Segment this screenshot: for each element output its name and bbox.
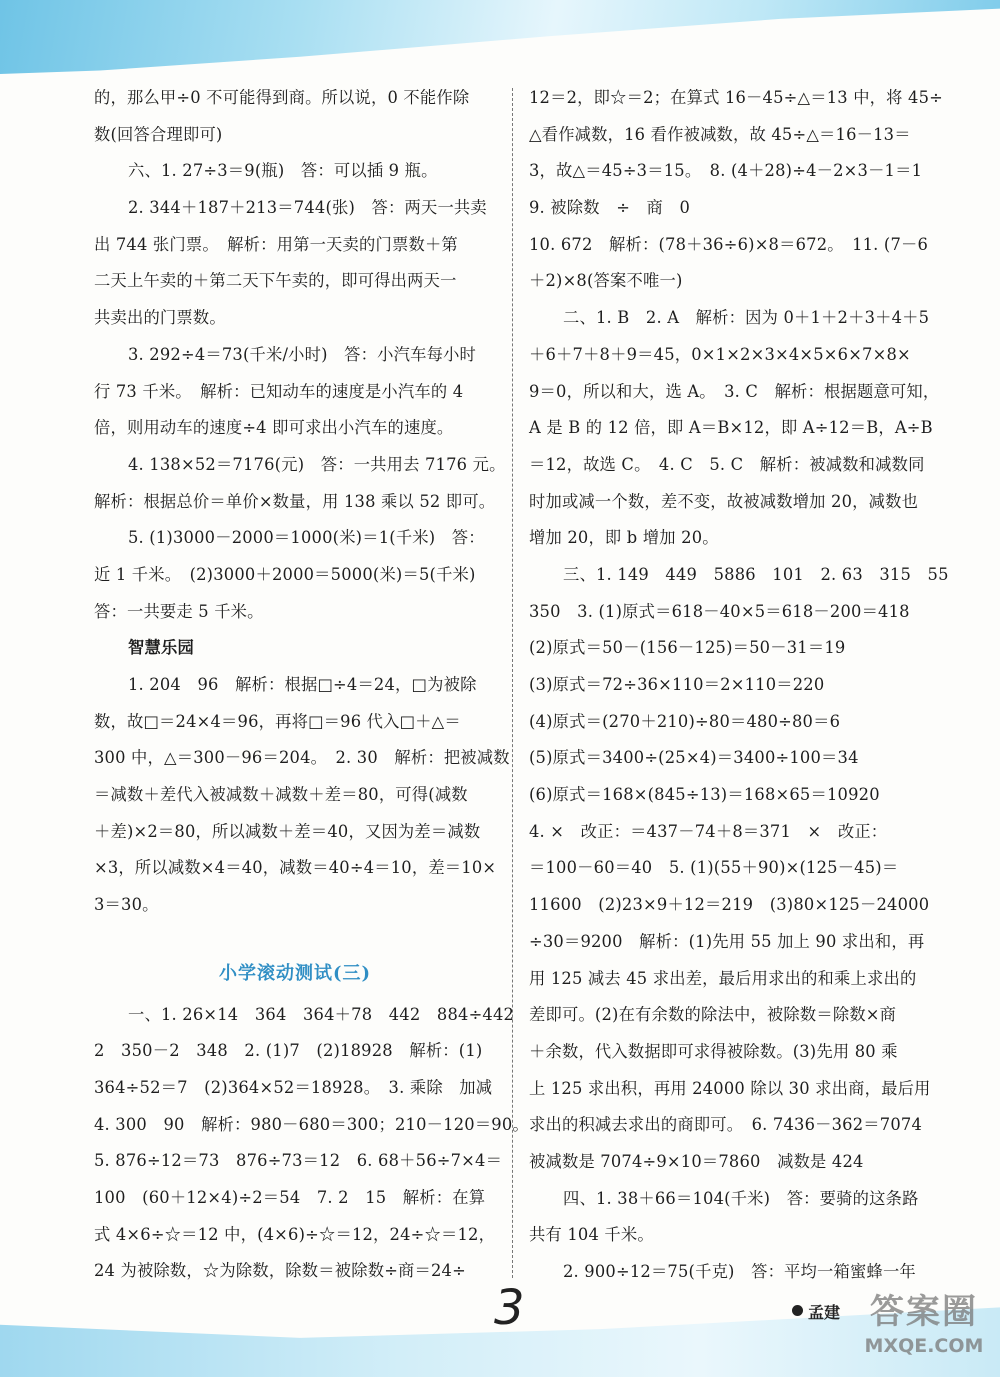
text-line: 10. 672 解析：(78＋36÷6)×8＝672。 11. (7－6	[529, 234, 929, 254]
left-column	[94, 80, 529, 1290]
watermark	[858, 1290, 990, 1370]
text-line: 3，故△＝45÷3＝15。 8. (4＋28)÷4－2×3－1＝1	[529, 161, 923, 181]
text-line: 3. 292÷4＝73(千米/小时) 答：小汽车每小时	[128, 344, 477, 364]
text-line: △看作减数，16 看作被减数，故 45÷△＝16－13＝	[529, 124, 911, 144]
text-line: 2 350－2 348 2. (1)7 (2)18928 解析：(1)	[94, 1041, 483, 1061]
text-line: 二、1. B 2. A 解析：因为 0＋1＋2＋3＋4＋5	[563, 308, 930, 328]
text-line: (3)原式＝72÷36×110＝2×110＝220	[529, 675, 825, 694]
text-line: 数，故□＝24×4＝96，再将□＝96 代入□＋△＝	[94, 711, 461, 731]
test-title: 小学滚动测试(三)	[218, 962, 372, 984]
text-line: 二天上午卖的＋第二天下午卖的，即可得出两天一	[94, 271, 457, 291]
text-line: 时加或减一个数，差不变，故被减数增加 20，减数也	[529, 491, 919, 511]
page-number: 3	[494, 1280, 525, 1336]
text-line: (5)原式＝3400÷(25×4)＝3400÷100＝34	[529, 748, 859, 768]
text-line: 求出的积减去求出的商即可。 6. 7436－362＝7074	[529, 1115, 923, 1135]
text-line: 式 4×6÷☆＝12 中，(4×6)÷☆＝12，24÷☆＝12，	[94, 1224, 496, 1244]
text-line: ×3，所以减数×4＝40，减数＝40÷4＝10，差＝10×	[94, 858, 497, 878]
text-line: ＋余数，代入数据即可求得被除数。(3)先用 80 乘	[529, 1041, 898, 1061]
text-line: (4)原式＝(270＋210)÷80＝480÷80＝6	[529, 711, 841, 731]
column-divider	[512, 88, 513, 1278]
text-line: 9＝0，所以和大，选 A。 3. C 解析：根据题意可知，	[529, 381, 940, 401]
text-line: (2)原式＝50－(156－125)＝50－31＝19	[529, 638, 846, 658]
text-line: ＝100－60＝40 5. (1)(55＋90)×(125－45)＝	[529, 858, 899, 878]
text-line: 9. 被除数 ÷ 商 0	[529, 198, 691, 218]
text-line: 24 为被除数，☆为除数，除数＝被除数÷商＝24÷	[94, 1261, 466, 1281]
text-line: 近 1 千米。 (2)3000＋2000＝5000(米)＝5(千米)	[94, 564, 476, 584]
text-line: 被减数是 7074÷9×10＝7860 减数是 424	[529, 1151, 864, 1171]
text-line: 差即可。(2)在有余数的除法中，被除数＝除数×商	[529, 1005, 897, 1025]
section-heading-zhihui: 智慧乐园	[128, 638, 194, 658]
text-line: 答：一共要走 5 千米。	[94, 601, 264, 621]
text-line: 4. 300 90 解析：980－680＝300；210－120＝90。	[94, 1114, 529, 1134]
text-line: 共卖出的门票数。	[94, 308, 226, 328]
text-line: 出 744 张门票。 解析：用第一天卖的门票数＋第	[94, 234, 458, 254]
text-line: ＝减数＋差代入被减数＋减数＋差＝80，可得(减数	[94, 785, 468, 805]
footer-brand: 孟建	[808, 1303, 841, 1322]
watermark-url: MXQE.COM	[864, 1335, 984, 1357]
text-line: 1. 204 96 解析：根据□÷4＝24，□为被除	[128, 675, 477, 694]
text-line: 3＝30。	[94, 895, 159, 915]
text-line: ＝12，故选 C。 4. C 5. C 解析：被减数和减数同	[529, 454, 925, 474]
text-line: 5. (1)3000－2000＝1000(米)＝1(千米) 答：	[128, 528, 485, 548]
text-line: 三、1. 149 449 5886 101 2. 63 315 55	[563, 564, 949, 584]
text-line: ＋差)×2＝80，所以减数＋差＝40，又因为差＝减数	[94, 821, 481, 841]
text-line: 行 73 千米。 解析：已知动车的速度是小汽车的 4	[94, 381, 464, 401]
text-line: 倍，则用动车的速度÷4 即可求出小汽车的速度。	[94, 418, 454, 438]
text-line: 2. 344＋187＋213＝744(张) 答：两天一共卖	[128, 198, 487, 218]
right-column	[529, 80, 949, 1291]
text-line: 2. 900÷12＝75(千克) 答：平均一箱蜜蜂一年	[563, 1262, 916, 1281]
text-line: 增加 20，即 b 增加 20。	[529, 528, 719, 548]
watermark-text: 答案圈	[870, 1292, 978, 1332]
text-line: 上 125 求出积，再用 24000 除以 30 求出商，最后用	[529, 1078, 931, 1098]
bullet-dot-icon	[792, 1305, 803, 1316]
text-line: 300 中，△＝300－96＝204。 2. 30 解析：把被减数	[94, 748, 510, 768]
text-line: 共有 104 千米。	[529, 1225, 654, 1245]
text-line: 100 (60＋12×4)÷2＝54 7. 2 15 解析：在算	[94, 1187, 486, 1207]
text-line: 11600 (2)23×9＋12＝219 (3)80×125－24000	[529, 895, 930, 915]
text-line: 的，那么甲÷0 不可能得到商。所以说，0 不能作除	[94, 88, 470, 107]
text-line: 一、1. 26×14 364 364＋78 442 884÷442	[128, 1004, 515, 1024]
text-line: 350 3. (1)原式＝618－40×5＝618－200＝418	[529, 601, 910, 621]
text-line: 数(回答合理即可)	[94, 124, 223, 144]
text-line: 六、1. 27÷3＝9(瓶) 答：可以插 9 瓶。	[128, 161, 438, 181]
text-line: ＋6＋7＋8＋9＝45，0×1×2×3×4×5×6×7×8×	[529, 344, 911, 364]
text-line: A 是 B 的 12 倍，即 A＝B×12，即 A÷12＝B，A÷B	[529, 418, 933, 438]
text-line: (6)原式＝168×(845÷13)＝168×65＝10920	[529, 785, 880, 805]
text-line: 四、1. 38＋66＝104(千米) 答：要骑的这条路	[563, 1188, 919, 1208]
text-line: 364÷52＝7 (2)364×52＝18928。 3. 乘除 加减	[94, 1077, 493, 1097]
spacer	[94, 924, 496, 944]
text-line: 4. × 改正：＝437－74＋8＝371 × 改正：	[529, 821, 888, 841]
text-line: ＋2)×8(答案不唯一)	[529, 271, 683, 291]
text-line: 5. 876÷12＝73 876÷73＝12 6. 68＋56÷7×4＝	[94, 1151, 503, 1171]
text-line: ÷30＝9200 解析：(1)先用 55 加上 90 求出和，再	[529, 931, 925, 951]
top-decorative-band	[0, 0, 1000, 86]
text-line: 用 125 减去 45 求出差，最后用求出的和乘上求出的	[529, 968, 917, 988]
text-line: 4. 138×52＝7176(元) 答：一共用去 7176 元。	[128, 454, 506, 474]
text-line: 12＝2，即☆＝2；在算式 16－45÷△＝13 中，将 45÷	[529, 88, 943, 107]
text-line: 解析：根据总价＝单价×数量，用 138 乘以 52 即可。	[94, 491, 496, 511]
